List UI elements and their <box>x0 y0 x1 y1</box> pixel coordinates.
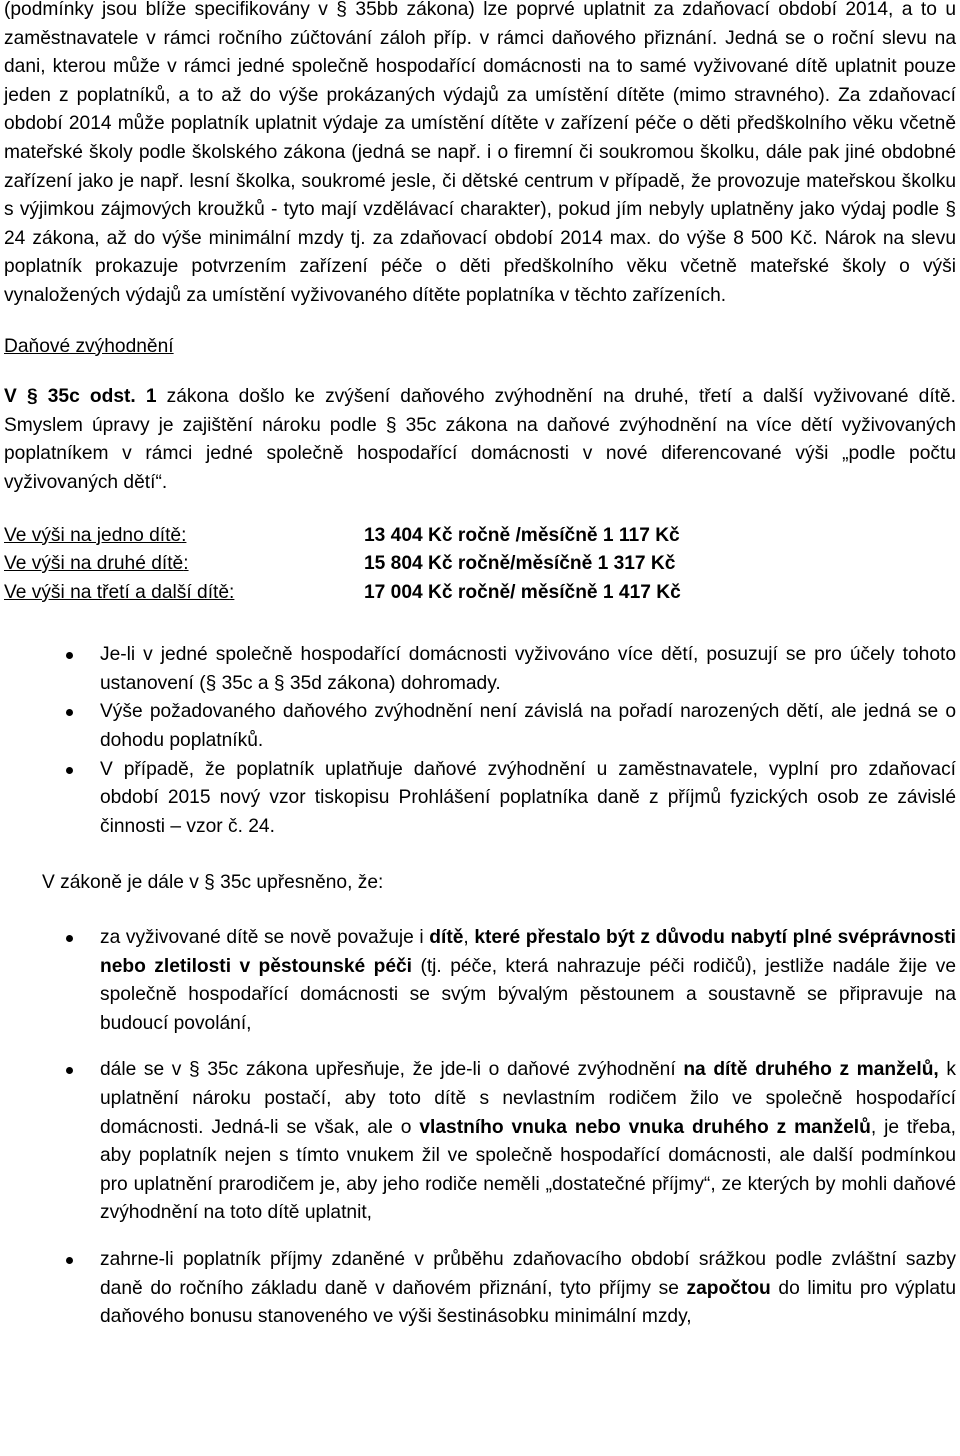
rate-colon: : <box>229 581 235 603</box>
rate-label-text: Ve výši na druhé dítě <box>4 553 184 575</box>
notes-intro-text: V zákoně je dále v <box>42 872 205 894</box>
list-item-text: za vyživované dítě se nově považuje i <box>100 927 430 949</box>
notes-intro-text: 35c upřesněno, že: <box>214 872 384 894</box>
section-symbol: § <box>189 1059 200 1081</box>
law-text-2: 35c zákona na daňové zvýhodnění na více dětí vyživovaných poplatníkem v rámci jedné společně hospodařící domácnosti v nové diferencované výši „podle počtu vyživovaných dětí“. <box>4 414 956 493</box>
rate-row <box>4 579 764 608</box>
list-item <box>4 756 956 842</box>
list-item <box>4 698 956 755</box>
list-item-text: V případě, že poplatník uplatňuje daňové zvýhodnění u zaměstnavatele, vyplní pro zdaňovací období 2015 nový vzor tiskopisu Prohlášení poplatníka daně z příjmů fyzických osob ze závislé činnosti – vzor č. 24. <box>100 758 956 837</box>
intro-text-2: 35bb zákona) lze poprvé uplatnit za zdaňovací období 2014, a to u zaměstnavatele v rámci ročního zúčtování záloh příp. v rámci daňového přiznání. Jedná se o roční slevu na dani, kterou může v rámci jedné společně hospodařící domácnosti na to samé vyživované dítě uplatnit pouze jeden z poplatníků, a to až do výše prokázaných výdajů za umístění dítěte (mimo stravného). Za zdaňovací období 2014 může poplatník uplatnit výdaje za umístění dítěte v zařízení péče o děti předškolního věku včetně mateřské školy podle školského zákona (jedná se např. i o firemní či soukromou školku, dále pak jiné obdobné zařízení jako je např. lesní školka, soukromé jesle, či dětské centrum v případě, že provozuje mateřskou školku s výjimkou zájmových kroužků - tyto mají vzdělávací charakter), pokud jím nebyly uplatněny jako výdaj podle <box>4 0 957 221</box>
bullet-icon <box>66 652 73 659</box>
bullet-icon <box>66 1067 73 1074</box>
rate-value: 15 804 Kč ročně/měsíčně 1 317 Kč <box>364 553 676 575</box>
list-item-text: (tj. péče, která nahrazuje péči rodičů), jestliže nadále žije ve společně hospodařící domácnosti se svým bývalým pěstounem a soustavně se připravuje na budoucí povolání, <box>100 955 957 1034</box>
bullet-list-2 <box>4 924 956 1332</box>
section-symbol: § <box>26 386 38 408</box>
intro-text-1: (podmínky jsou blíže specifikovány v <box>4 0 337 20</box>
list-item-text: dále se v <box>100 1059 190 1081</box>
section-symbol: § <box>945 199 956 221</box>
list-item-text: Je-li v jedné společně hospodařící domácnosti vyživováno více dětí, posuzují se pro účely tohoto ustanovení ( <box>100 644 956 694</box>
rate-label <box>4 579 364 608</box>
bullet-list-1 <box>4 641 956 841</box>
bullet-icon <box>66 767 73 774</box>
bullet-icon <box>66 935 73 942</box>
bullet-icon <box>66 709 73 716</box>
rate-row <box>4 550 764 579</box>
list-item-text: k uplatnění nároku postačí, aby toto dítě s nevlastním rodičem žilo ve společně hospodařící domácnosti. Jedná-li se však, ale o <box>100 1059 956 1138</box>
list-item-bold-text: započtou <box>686 1277 771 1299</box>
list-item <box>4 924 956 1038</box>
notes-intro <box>4 869 956 898</box>
bullet-icon <box>66 1257 73 1264</box>
list-item <box>4 641 956 698</box>
section-symbol: § <box>336 0 347 20</box>
rate-value: 17 004 Kč ročně/ měsíčně 1 417 Kč <box>364 581 681 603</box>
list-item-text: , je třeba, aby poplatník nejen s tímto vnukem žil ve společně hospodařící domácnosti, ale další podmínkou pro uplatnění prarodičem je, aby jeho rodiče neměli „dostatečné příjmy“, ze kterých by mohli daňové zvýhodnění na toto dítě uplatnit, <box>100 1116 956 1224</box>
list-item <box>4 1056 956 1228</box>
list-item-text: , <box>463 927 475 949</box>
list-item-text: 35c zákona upřesňuje, že jde-li o daňové zvýhodnění <box>199 1059 684 1081</box>
rates-table <box>4 522 764 608</box>
section-symbol: § <box>273 672 285 694</box>
rate-row <box>4 522 764 551</box>
rate-label-text: Ve výši na jedno dítě <box>4 524 182 546</box>
list-item-text: do limitu pro výplatu daňového bonusu stanoveného ve výši šestinásobku minimální mzdy, <box>100 1277 957 1328</box>
list-item-text: 35c a <box>216 672 274 694</box>
list-item-text: 35d zákona) dohromady. <box>284 672 501 694</box>
law-text-bold-2: 35c odst. 1 <box>37 386 157 408</box>
law-paragraph <box>4 383 956 497</box>
rate-colon: : <box>181 524 187 546</box>
list-item-bold-text: které přestalo být z důvodu nabytí plné svéprávnosti nebo zletilosti v pěstounské péči <box>100 927 956 977</box>
heading-text: Daňové zvýhodnění <box>4 335 174 357</box>
law-text-bold-1: V <box>4 386 27 408</box>
rate-value: 13 404 Kč ročně /měsíčně 1 117 Kč <box>364 524 680 546</box>
intro-text-3: 24 zákona, až do výše minimální mzdy tj. za zdaňovací období 2014 max. do výše 8 500 Kč. Nárok na slevu poplatník prokazuje potvrzením zařízení péče o děti předškolního věku včetně mateřské školy o výši vynaložených výdajů za umístění vyživovaného dítěte poplatníka v těchto zařízeních. <box>4 227 956 306</box>
rate-label <box>4 550 364 579</box>
intro-paragraph <box>4 0 956 311</box>
list-item-text: Výše požadovaného daňového zvýhodnění není závislá na pořadí narozených dětí, ale jedná se o dohodu poplatníků. <box>100 701 956 752</box>
section-symbol: § <box>204 872 215 894</box>
section-symbol: § <box>205 672 217 694</box>
section-symbol: § <box>385 414 397 436</box>
list-item-text: zahrne-li poplatník příjmy zdaněné v průběhu zdaňovacího období srážkou podle zvláštní sazby daně do ročního základu daně v daňovém přiznání, tyto příjmy se <box>100 1248 956 1299</box>
list-item-bold-text: dítě <box>429 927 464 949</box>
rate-label <box>4 522 364 551</box>
rate-label-text: Ve výši na třetí a další dítě <box>4 581 230 603</box>
list-item-bold-text: vlastního vnuka nebo vnuka druhého z manželů <box>419 1116 871 1138</box>
rate-colon: : <box>183 553 189 575</box>
list-item-bold-text: na dítě druhého z manželů, <box>683 1059 939 1081</box>
section-heading <box>4 333 956 362</box>
list-item <box>4 1246 956 1332</box>
law-text-1: zákona došlo ke zvýšení daňového zvýhodnění na druhé, třetí a další vyživované dítě. Smyslem úpravy je zajištění nároku podle <box>4 386 956 436</box>
